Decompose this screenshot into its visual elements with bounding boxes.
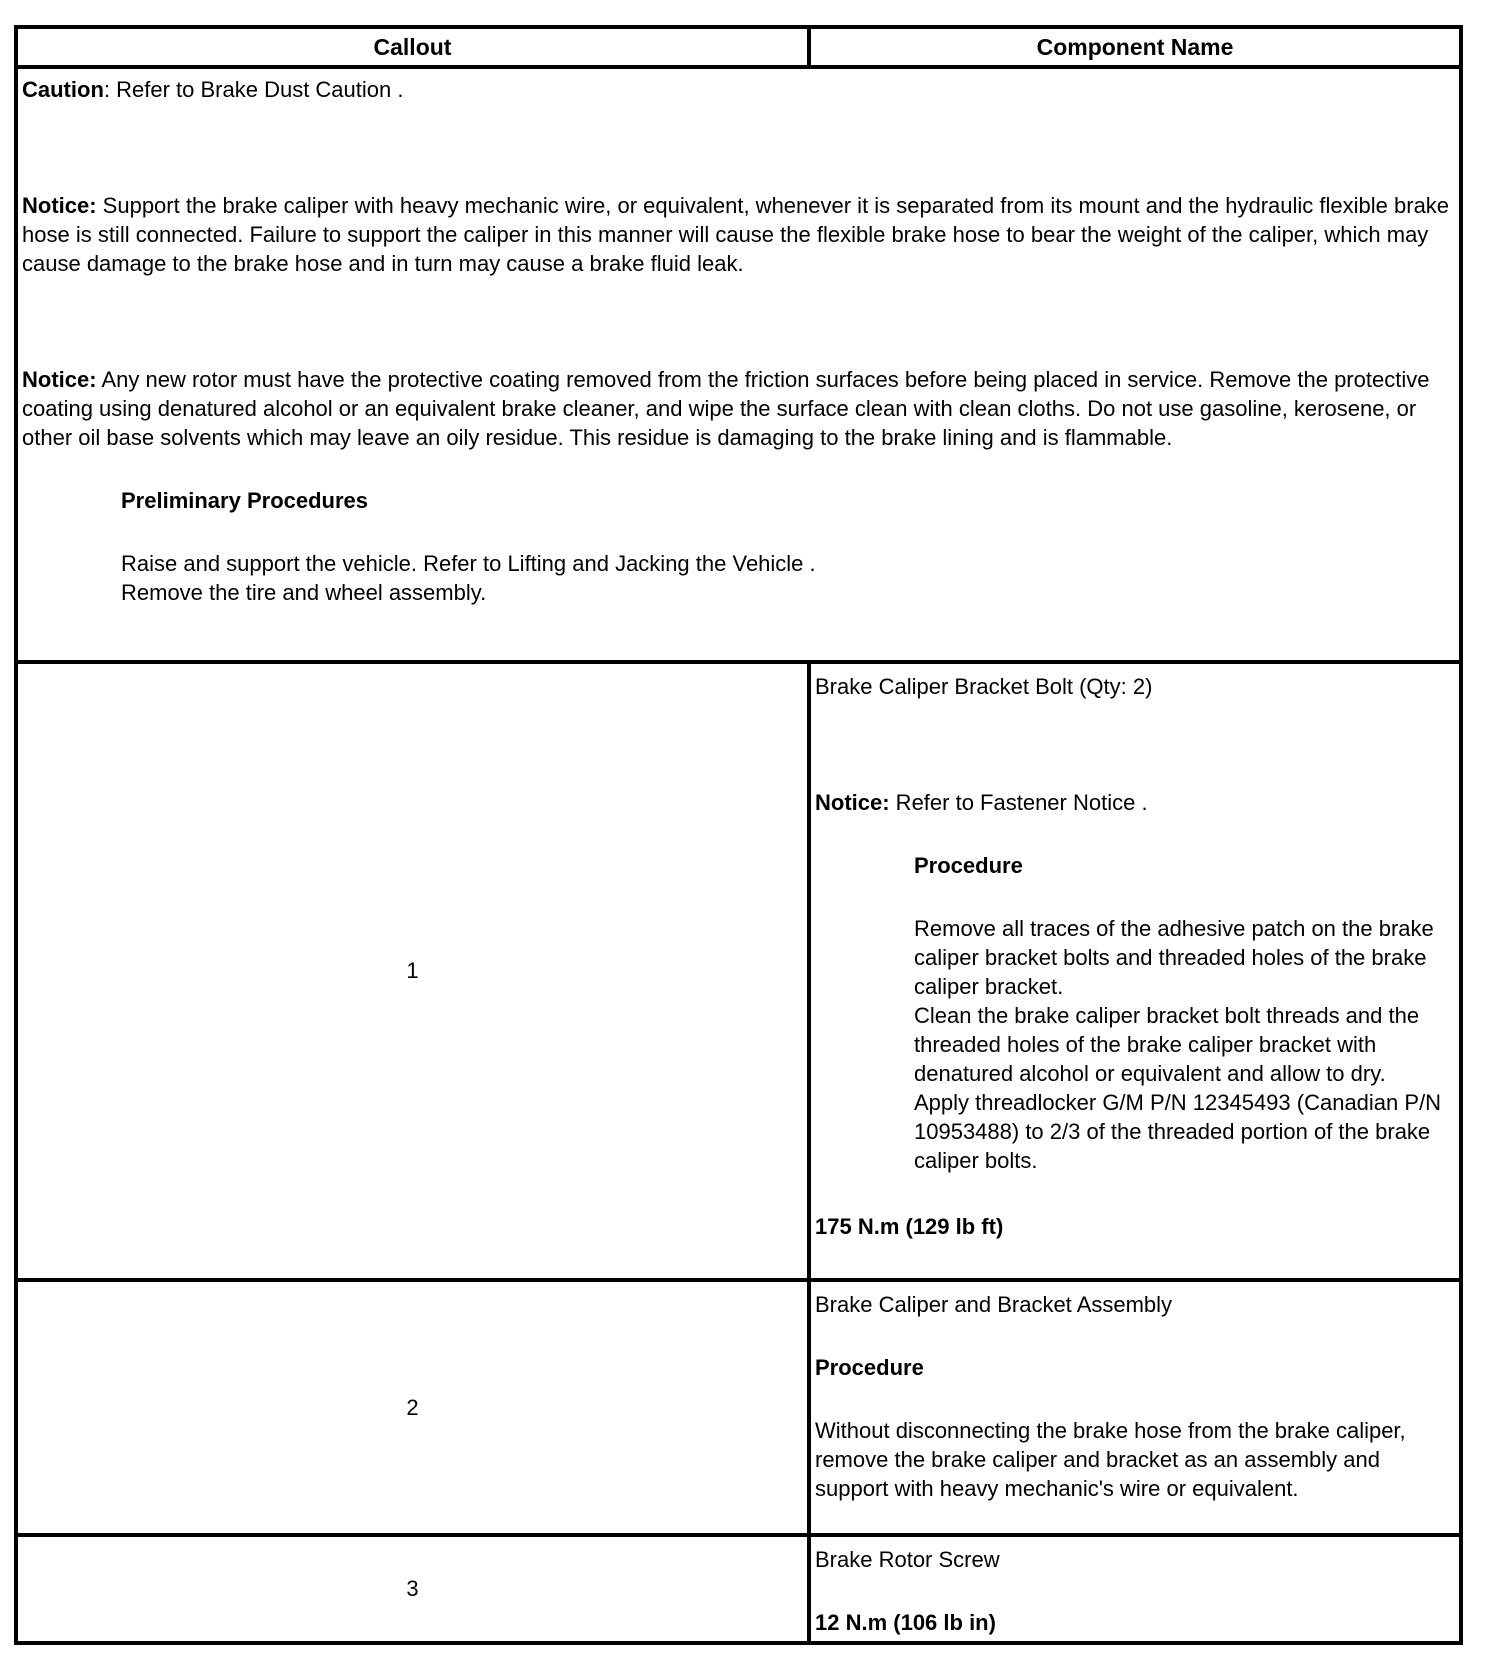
callout-table <box>14 25 1463 1645</box>
callout-number: 2 <box>16 1280 809 1535</box>
header-callout: Callout <box>16 27 809 67</box>
procedure-step: Clean the brake caliper bracket bolt threads and the threaded holes of the brake caliper bracket with denatured alcohol or equivalent and allow to dry. <box>914 1003 1420 1086</box>
procedure-step: Apply threadlocker G/M P/N 12345493 (Canadian P/N 10953488) to 2/3 of the threaded portion of the brake caliper bolts. <box>914 1090 1442 1173</box>
notice-paragraph-1 <box>22 191 1455 278</box>
notice-paragraph <box>815 788 1455 817</box>
prelim-step: Remove the tire and wheel assembly. <box>121 580 487 605</box>
notice-label: Notice: <box>22 193 97 218</box>
component-cell <box>809 1280 1461 1535</box>
preliminary-procedures-heading: Preliminary Procedures <box>121 488 369 513</box>
component-name: Brake Caliper and Bracket Assembly <box>815 1292 1173 1317</box>
header-row <box>16 27 1461 67</box>
callout-number: 3 <box>16 1535 809 1643</box>
torque-spec: 175 N.m (129 lb ft) <box>815 1214 1004 1239</box>
notice-label: Notice: <box>815 790 890 815</box>
torque-spec: 12 N.m (106 lb in) <box>815 1610 996 1635</box>
notice-label: Notice: <box>22 367 97 392</box>
header-component-name: Component Name <box>809 27 1461 67</box>
callout-number: 1 <box>16 662 809 1280</box>
caution-text: : Refer to Brake Dust Caution . <box>103 77 404 102</box>
procedure-heading: Procedure <box>914 853 1023 878</box>
notice-paragraph-2 <box>22 365 1455 452</box>
caution-label: Caution <box>22 77 104 102</box>
component-name: Brake Caliper Bracket Bolt (Qty: 2) <box>815 674 1153 699</box>
table-row <box>16 662 1461 1280</box>
notice-text: Refer to Fastener Notice . <box>889 790 1148 815</box>
procedure-heading: Procedure <box>815 1355 924 1380</box>
notice-text: Support the brake caliper with heavy mechanic wire, or equivalent, whenever it is separated from its mount and the hydraulic flexible brake hose is still connected. Failure to support the caliper in this manner will cause the flexible brake hose to bear the weight of the caliper, which may cause damage to the brake hose and in turn may cause a brake fluid leak. <box>22 193 1450 276</box>
caution-paragraph <box>22 75 1455 104</box>
intro-row <box>16 67 1461 662</box>
table-row <box>16 1280 1461 1535</box>
prelim-step: Raise and support the vehicle. Refer to Lifting and Jacking the Vehicle . <box>121 551 816 576</box>
component-name: Brake Rotor Screw <box>815 1547 1000 1572</box>
component-cell <box>809 1535 1461 1643</box>
procedure-step: Remove all traces of the adhesive patch on the brake caliper bracket bolts and threaded holes of the brake caliper bracket. <box>914 916 1434 999</box>
component-cell <box>809 662 1461 1280</box>
procedure-table <box>14 25 1459 1645</box>
intro-cell <box>16 67 1461 662</box>
table-row <box>16 1535 1461 1643</box>
procedure-step: Without disconnecting the brake hose from the brake caliper, remove the brake caliper and bracket as an assembly and support with heavy mechanic's wire or equivalent. <box>815 1418 1406 1501</box>
notice-text: Any new rotor must have the protective coating removed from the friction surfaces before being placed in service. Remove the protective coating using denatured alcohol or an equivalent brake cleaner, and wipe the surface clean with clean cloths. Do not use gasoline, kerosene, or other oil base solvents which may leave an oily residue. This residue is damaging to the brake lining and is flammable. <box>22 367 1430 450</box>
